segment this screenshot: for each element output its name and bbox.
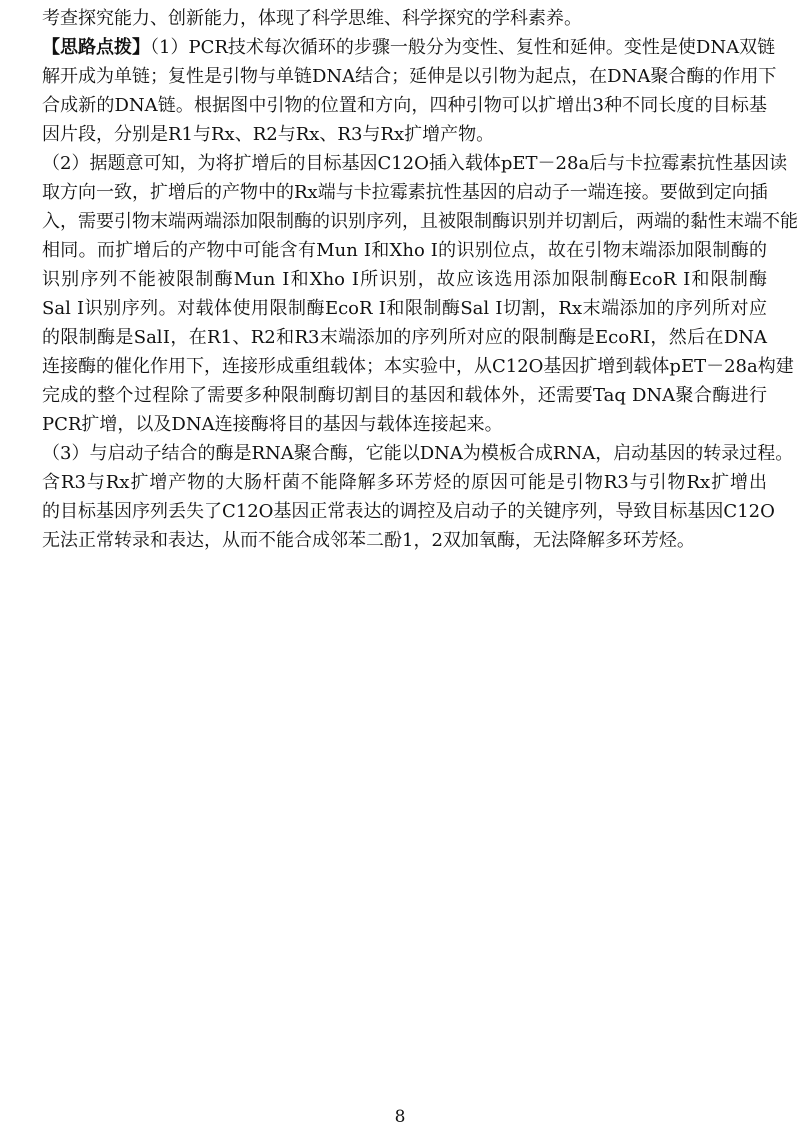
text-line: 的限制酶是SalⅠ，在R1、R2和R3末端添加的序列所对应的限制酶是EcoRⅠ，然后在DNA [42,327,767,348]
text-line: 入，需要引物末端两端添加限制酶的识别序列，且被限制酶识别并切割后，两端的黏性末端不能 [42,211,798,232]
text-line: 含R3与Rx扩增产物的大肠杆菌不能降解多环芳烃的原因可能是引物R3与引物Rx扩增出 [42,472,767,493]
text-line: 考查探究能力、创新能力，体现了科学思维、科学探究的学科素养。 [42,8,582,29]
text-line [42,33,776,62]
text-line: 无法正常转录和表达，从而不能合成邻苯二酚1，2双加氧酶，无法降解多环芳烃。 [42,530,695,551]
document-body [42,4,798,555]
text-line: 完成的整个过程除了需要多种限制酶切割目的基因和载体外，还需要Taq DNA聚合酶进行 [42,385,767,406]
text-line: PCR扩增，以及DNA连接酶将目的基因与载体连接起来。 [42,414,503,435]
text-line: 合成新的DNA链。根据图中引物的位置和方向，四种引物可以扩增出3种不同长度的目标基 [42,95,767,116]
text-line: 因片段，分别是R1与Rx、R2与Rx、R3与Rx扩增产物。 [42,124,495,145]
text-line: 连接酶的催化作用下，连接形成重组载体；本实验中，从C12O基因扩增到载体pET－28a构建 [42,356,794,377]
text-line: （3）与启动子结合的酶是RNA聚合酶，它能以DNA为模板合成RNA，启动基因的转录过程。 [42,443,794,464]
text-line: （2）据题意可知，为将扩增后的目标基因C12O插入载体pET－28a后与卡拉霉素抗性基因读 [42,153,788,174]
text-line: 相同。而扩增后的产物中可能含有Mun Ⅰ和Xho Ⅰ的识别位点，故在引物末端添加限制酶的 [42,240,767,261]
text-line-content: （1）PCR技术每次循环的步骤一般分为变性、复性和延伸。变性是使DNA双链 [150,37,776,58]
text-line: 的目标基因序列丢失了C12O基因正常表达的调控及启动子的关键序列，导致目标基因C12O [42,501,775,522]
text-line: 取方向一致，扩增后的产物中的Rx端与卡拉霉素抗性基因的启动子一端连接。要做到定向插 [42,182,768,203]
text-line: 识别序列不能被限制酶Mun Ⅰ和Xho Ⅰ所识别，故应该选用添加限制酶EcoR Ⅰ和限制酶 [42,269,767,290]
text-line: 解开成为单链；复性是引物与单链DNA结合；延伸是以引物为起点，在DNA聚合酶的作用下 [42,66,777,87]
text-line: Sal Ⅰ识别序列。对载体使用限制酶EcoR Ⅰ和限制酶Sal Ⅰ切割，Rx末端添加的序列所对应 [42,298,767,319]
page-number: 8 [394,1107,406,1127]
section-heading: 【思路点拨】 [42,37,150,58]
